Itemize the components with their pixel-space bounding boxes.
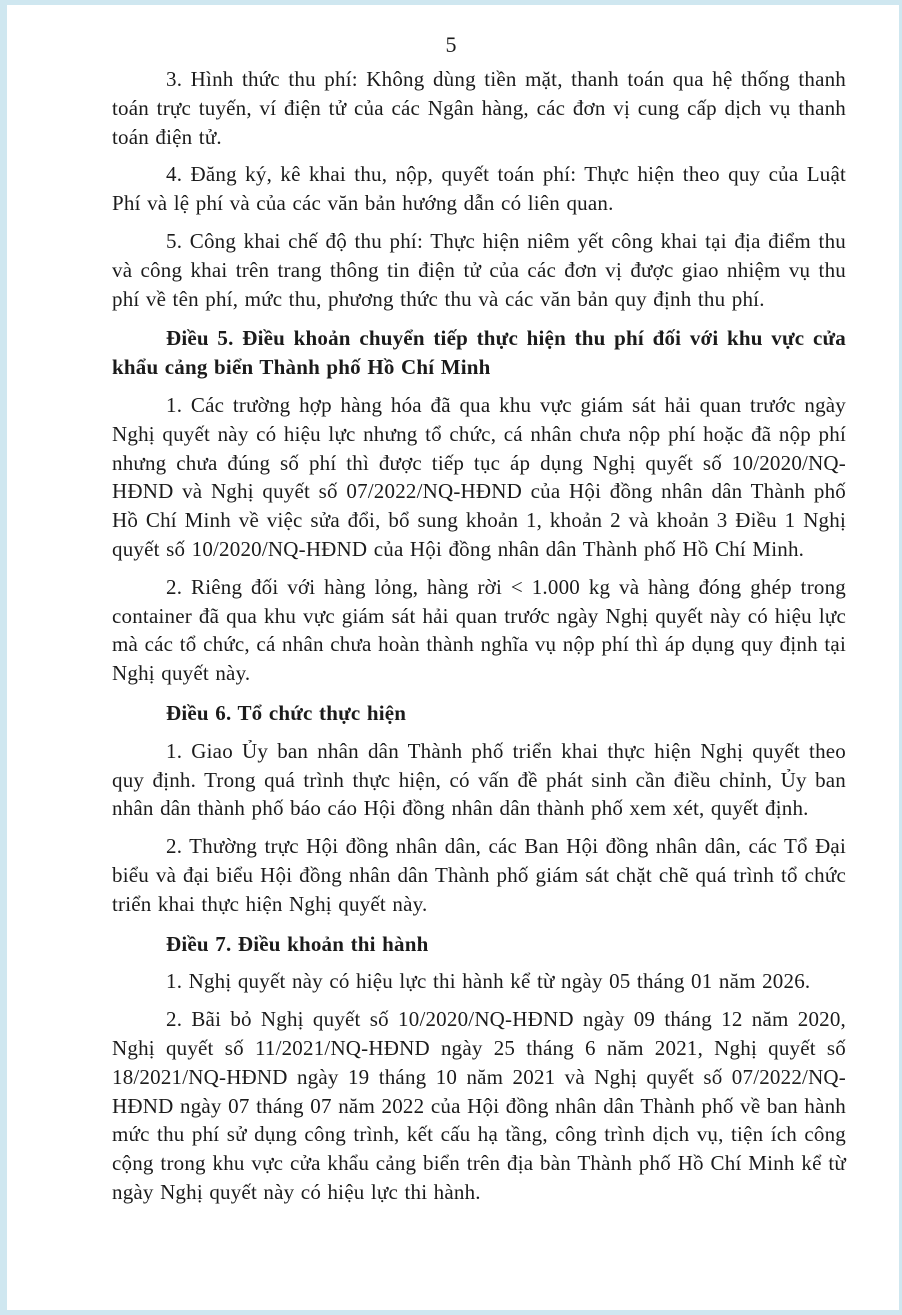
paragraph-dieu5-clause-2: 2. Riêng đối với hàng lỏng, hàng rời < 1.000 kg và hàng đóng ghép trong container đã qua khu vực giám sát hải quan trước ngày Nghị quyết này có hiệu lực mà các tổ chức, cá nhân chưa hoàn thành nghĩa vụ nộp phí thì áp dụng quy định tại Nghị quyết này. bbox=[112, 574, 846, 686]
paragraph-dieu7-clause-1: 1. Nghị quyết này có hiệu lực thi hành kể từ ngày 05 tháng 01 năm 2026. bbox=[166, 969, 811, 994]
section-heading-dieu-5: Điều 5. Điều khoản chuyển tiếp thực hiện thu phí đối với khu vực cửa khẩu cảng biển Thành phố Hồ Chí Minh bbox=[112, 326, 846, 380]
section-heading-dieu-6: Điều 6. Tổ chức thực hiện bbox=[166, 700, 407, 725]
page-number: 5 bbox=[445, 32, 457, 57]
section-heading-dieu-7: Điều 7. Điều khoản thi hành bbox=[166, 931, 429, 956]
paragraph-4-registration-declaration: 4. Đăng ký, kê khai thu, nộp, quyết toán phí: Thực hiện theo quy của Luật Phí và lệ phí và của các văn bản hướng dẫn có liên quan. bbox=[112, 162, 846, 216]
paragraph-dieu5-clause-1: 1. Các trường hợp hàng hóa đã qua khu vực giám sát hải quan trước ngày Nghị quyết này có hiệu lực nhưng tổ chức, cá nhân chưa nộp phí hoặc đã nộp phí nhưng chưa đúng số phí thì được tiếp tục áp dụng Nghị quyết số 10/2020/NQ-HĐND và Nghị quyết số 07/2022/NQ-HĐND của Hội đồng nhân dân Thành phố Hồ Chí Minh về việc sửa đổi, bổ sung khoản 1, khoản 2 và khoản 3 Điều 1 Nghị quyết số 10/2020/NQ-HĐND của Hội đồng nhân dân Thành phố Hồ Chí Minh. bbox=[112, 392, 846, 561]
paragraph-dieu7-clause-2: 2. Bãi bỏ Nghị quyết số 10/2020/NQ-HĐND ngày 09 tháng 12 năm 2020, Nghị quyết số 11/2021/NQ-HĐND ngày 25 tháng 6 năm 2021, Nghị quyết số 18/2021/NQ-HĐND ngày 19 tháng 10 năm 2021 và Nghị quyết số 07/2022/NQ-HĐND ngày 07 tháng 07 năm 2022 của Hội đồng nhân dân Thành phố về ban hành mức thu phí sử dụng công trình, kết cấu hạ tầng, công trình dịch vụ, tiện ích công cộng trong khu vực cửa khẩu cảng biển trên địa bàn Thành phố Hồ Chí Minh kể từ ngày Nghị quyết này có hiệu lực thi hành. bbox=[112, 1007, 846, 1204]
paragraph-5-fee-disclosure: 5. Công khai chế độ thu phí: Thực hiện niêm yết công khai tại địa điểm thu và công khai trên trang thông tin điện tử của các đơn vị được giao nhiệm vụ thu phí về tên phí, mức thu, phương thức thu và các văn bản quy định thu phí. bbox=[112, 228, 846, 311]
document-body bbox=[112, 56, 846, 1207]
paragraph-dieu6-clause-2: 2. Thường trực Hội đồng nhân dân, các Ban Hội đồng nhân dân, các Tổ Đại biểu và đại biểu Hội đồng nhân dân Thành phố giám sát chặt chẽ quá trình tổ chức triển khai thực hiện Nghị quyết này. bbox=[112, 834, 846, 916]
paragraph-3-payment-method: 3. Hình thức thu phí: Không dùng tiền mặt, thanh toán qua hệ thống thanh toán trực tuyến, ví điện tử của các Ngân hàng, các đơn vị cung cấp dịch vụ thanh toán điện tử. bbox=[112, 67, 846, 149]
paragraph-dieu6-clause-1: 1. Giao Ủy ban nhân dân Thành phố triển khai thực hiện Nghị quyết theo quy định. Trong quá trình thực hiện, có vấn đề phát sinh cần điều chỉnh, Ủy ban nhân dân thành phố báo cáo Hội đồng nhân dân thành phố xem xét, quyết định. bbox=[112, 738, 846, 821]
